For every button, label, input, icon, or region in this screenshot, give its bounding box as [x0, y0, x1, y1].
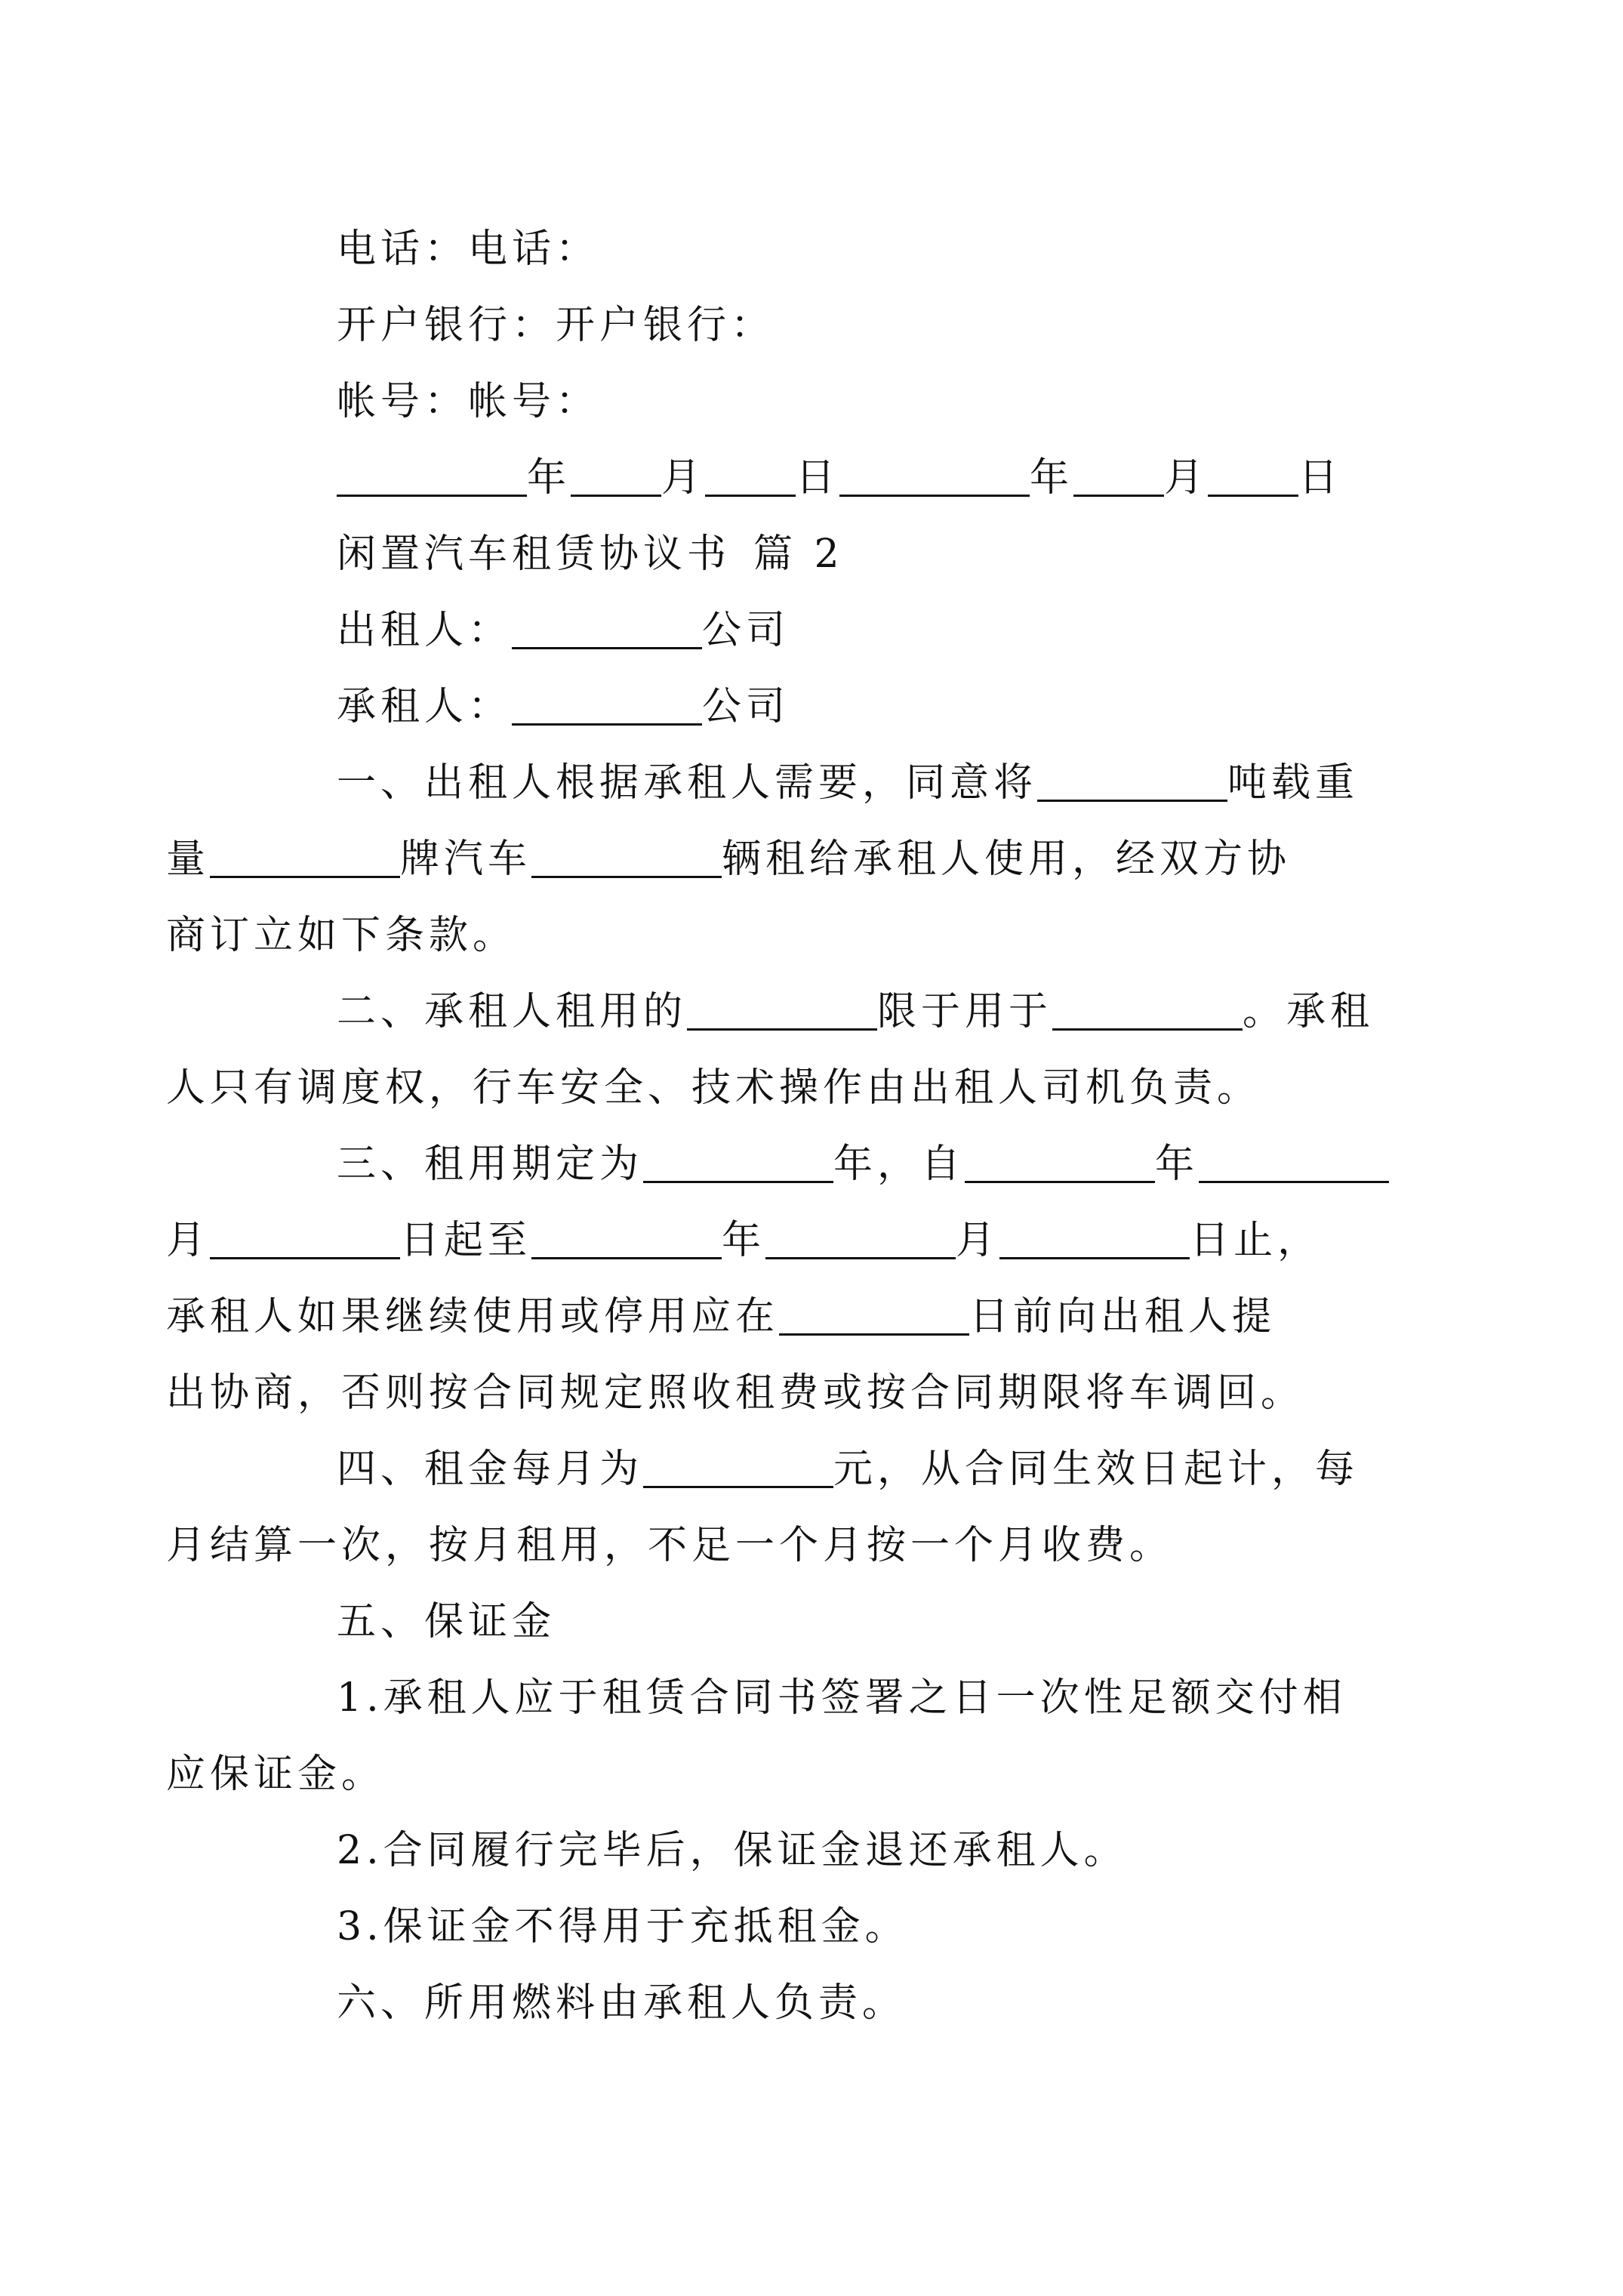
year-label-1: 年: [527, 455, 571, 501]
clause-5-item-3-text: 3.保证金不得用于充抵租金。: [337, 1904, 909, 1949]
section-heading: [251, 516, 1391, 593]
day-label-2: 日: [1298, 455, 1343, 501]
month-label-2: 月: [1164, 455, 1209, 501]
clause-3-line-3: [166, 1279, 1391, 1355]
clause-4-line-2: [166, 1508, 1391, 1584]
clause-5-item-1-line-2: [166, 1737, 1391, 1813]
clause-1-line-1: [251, 745, 1391, 821]
clause-3-text-a: 三、租用期定为: [337, 1142, 644, 1187]
notice-days-blank: [779, 1287, 969, 1336]
section-number: 篇 2: [753, 532, 844, 577]
clause-6-text: 六、所用燃料由承租人负责。: [337, 1980, 907, 2026]
start-month-blank: [1199, 1134, 1389, 1183]
clause-3-text-k: 出协商，否则按合同规定照收租费或按合同期限将车调回。: [166, 1370, 1305, 1416]
clause-4-line-1: [251, 1432, 1391, 1508]
rent-blank: [643, 1439, 833, 1488]
clause-3-text-i: 承租人如果继续使用或停用应在: [166, 1294, 780, 1339]
clause-2-line-2: [166, 1050, 1391, 1126]
clause-3-text-b: 年，自: [833, 1142, 965, 1187]
start-year-blank: [965, 1134, 1155, 1183]
clause-4-text-c: 月结算一次，按月租用，不足一个月按一个月收费。: [166, 1523, 1174, 1568]
lessee-suffix: 公司: [702, 684, 790, 729]
tonnage-blank: [1037, 753, 1227, 802]
clause-2-line-1: [251, 974, 1391, 1050]
month-label-1: 月: [661, 455, 706, 501]
clause-5-item-1-text-a: 1.承租人应于租赁合同书签署之日一次性足额交付相: [337, 1675, 1347, 1721]
clause-1-text-d: 牌汽车: [400, 837, 532, 882]
bank-line: [251, 288, 1391, 364]
end-year-blank: [531, 1210, 722, 1259]
clause-1-line-2: [166, 821, 1391, 898]
clause-4-text-a: 四、租金每月为: [337, 1447, 644, 1492]
account-text: 帐号：帐号：: [337, 379, 600, 424]
clause-5-item-3: [251, 1889, 1391, 1965]
year-label-2: 年: [1030, 455, 1074, 501]
year-blank-1: [337, 448, 527, 497]
clause-5-item-2: [251, 1813, 1391, 1889]
clause-2-text-d: 人只有调度权，行车安全、技术操作由出租人司机负责。: [166, 1065, 1261, 1111]
year-blank-2: [839, 448, 1030, 497]
clause-5-item-2-text: 2.合同履行完毕后，保证金退还承租人。: [337, 1828, 1128, 1873]
end-day-blank: [999, 1210, 1190, 1259]
lessor-suffix: 公司: [702, 608, 790, 653]
clause-3-text-e: 日起至: [400, 1218, 532, 1263]
account-line: [251, 364, 1391, 440]
clause-1-text-e: 辆租给承租人使用，经双方协: [722, 837, 1292, 882]
clause-1-text-a: 一、出租人根据承租人需要，同意将: [337, 760, 1038, 806]
clause-3-text-j: 日前向出租人提: [969, 1294, 1277, 1339]
clause-2-text-a: 二、承租人租用的: [337, 989, 688, 1034]
clause-5-item-1-line-1: [251, 1660, 1391, 1737]
clause-5-title: [251, 1584, 1391, 1660]
clause-3-text-g: 月: [956, 1218, 1000, 1263]
clause-5-title-text: 五、保证金: [337, 1599, 556, 1644]
phone-line: [251, 211, 1391, 288]
lessee-label: 承租人：: [337, 684, 513, 729]
lessee-blank: [512, 676, 702, 726]
end-month-blank: [765, 1210, 956, 1259]
clause-3-text-h: 日止，: [1190, 1218, 1322, 1263]
clause-1-text-f: 商订立如下条款。: [166, 913, 517, 958]
contract-body: [166, 211, 1391, 2042]
lessor-label: 出租人：: [337, 608, 513, 653]
clause-3-text-c: 年: [1155, 1142, 1200, 1187]
clause-3-text-f: 年: [722, 1218, 766, 1263]
clause-3-line-1: [251, 1126, 1391, 1203]
clause-3-text-d: 月: [166, 1218, 211, 1263]
lessor-blank: [512, 600, 702, 649]
bank-text: 开户银行：开户银行：: [337, 303, 775, 348]
day-blank-1: [705, 448, 796, 497]
brand-blank: [210, 829, 400, 878]
lessor-line: [251, 593, 1391, 669]
clause-6: [251, 1965, 1391, 2042]
quantity-blank: [531, 829, 722, 878]
clause-5-item-1-text-b: 应保证金。: [166, 1752, 386, 1797]
clause-3-line-4: [166, 1355, 1391, 1432]
clause-1-text-b: 吨载重: [1227, 760, 1360, 806]
month-blank-2: [1073, 448, 1164, 497]
month-blank-1: [571, 448, 661, 497]
clause-1-line-3: [166, 898, 1391, 974]
section-title: 闲置汽车租赁协议书: [337, 532, 731, 577]
start-day-blank: [210, 1210, 400, 1259]
day-label-1: 日: [796, 455, 840, 501]
usage-blank-1: [687, 982, 877, 1031]
date-line: [251, 440, 1391, 516]
clause-3-line-2: [166, 1203, 1391, 1279]
clause-2-text-c: 。承租: [1243, 989, 1375, 1034]
clause-2-text-b: 限于用于: [877, 989, 1053, 1034]
clause-1-text-c: 量: [166, 837, 211, 882]
term-blank: [643, 1134, 833, 1183]
phone-text: 电话：电话：: [337, 227, 600, 272]
lessee-line: [251, 669, 1391, 745]
clause-4-text-b: 元，从合同生效日起计，每: [833, 1447, 1360, 1492]
day-blank-2: [1208, 448, 1298, 497]
usage-blank-2: [1052, 982, 1243, 1031]
